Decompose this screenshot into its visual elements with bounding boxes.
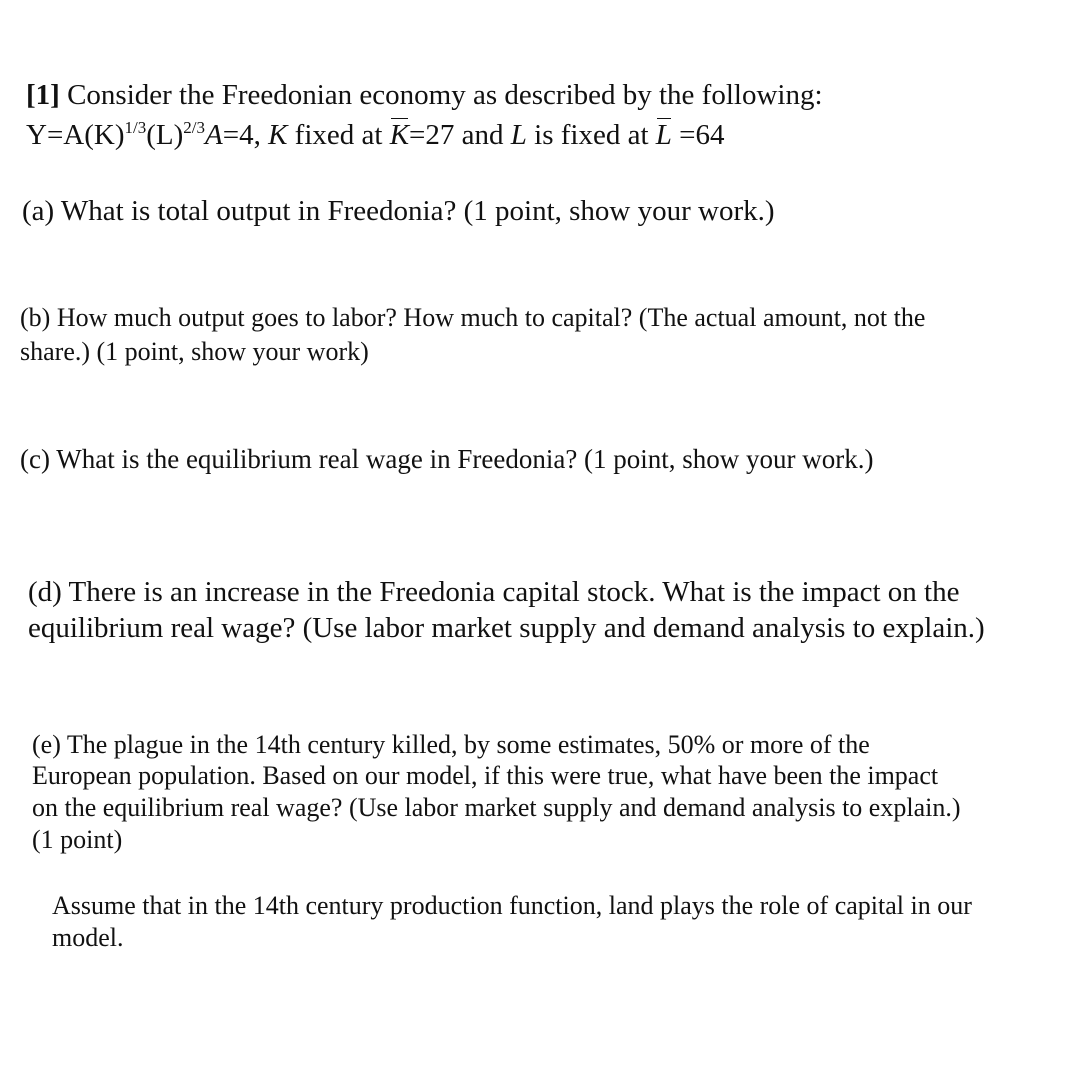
eq-l-text: is fixed at (526, 119, 656, 151)
eq-labor: (L) (146, 119, 184, 151)
part-e-line-3: on the equilibrium real wage? (Use labor market supply and demand analysis to explain.) (32, 793, 961, 822)
eq-capital-exponent: 1/3 (124, 118, 147, 137)
eq-l-value: =64 (671, 119, 725, 151)
part-a: (a) What is total output in Freedonia? (1 point, show your work.) (22, 195, 775, 227)
production-function-equation (26, 116, 725, 154)
part-e-line-1: (e) The plague in the 14th century killed, by some estimates, 50% or more of the (32, 730, 870, 759)
eq-l-variable: L (510, 119, 527, 151)
eq-a-value: =4, (222, 119, 269, 151)
note-line-1: Assume that in the 14th century production function, land plays the role of capital in our (52, 891, 972, 920)
question-1-intro (26, 76, 823, 114)
part-b-line-1: (b) How much output goes to labor? How much to capital? (The actual amount, not the (20, 303, 926, 332)
note-line-2: model. (52, 923, 124, 952)
eq-output-capital: Y=A(K) (26, 119, 125, 151)
part-b-line-2: share.) (1 point, show your work) (20, 337, 369, 366)
part-d-line-1: (d) There is an increase in the Freedonia capital stock. What is the impact on the (28, 576, 960, 608)
eq-k-bar: K (390, 116, 409, 154)
eq-k-text: fixed at (287, 119, 390, 151)
question-number: [1] (26, 79, 60, 111)
part-d-line-2: equilibrium real wage? (Use labor market supply and demand analysis to explain.) (28, 612, 985, 644)
question-intro-text: Consider the Freedonian economy as described by the following: (59, 79, 823, 111)
part-c: (c) What is the equilibrium real wage in Freedonia? (1 point, show your work.) (20, 444, 874, 474)
eq-l-bar: L (656, 116, 672, 154)
eq-a-variable: A (205, 119, 223, 151)
part-e-line-4: (1 point) (32, 825, 123, 854)
eq-k-value: =27 and (409, 119, 511, 151)
eq-labor-exponent: 2/3 (183, 118, 205, 137)
part-e-line-2: European population. Based on our model, if this were true, what have been the impact (32, 761, 939, 790)
eq-k-variable: K (268, 119, 288, 151)
